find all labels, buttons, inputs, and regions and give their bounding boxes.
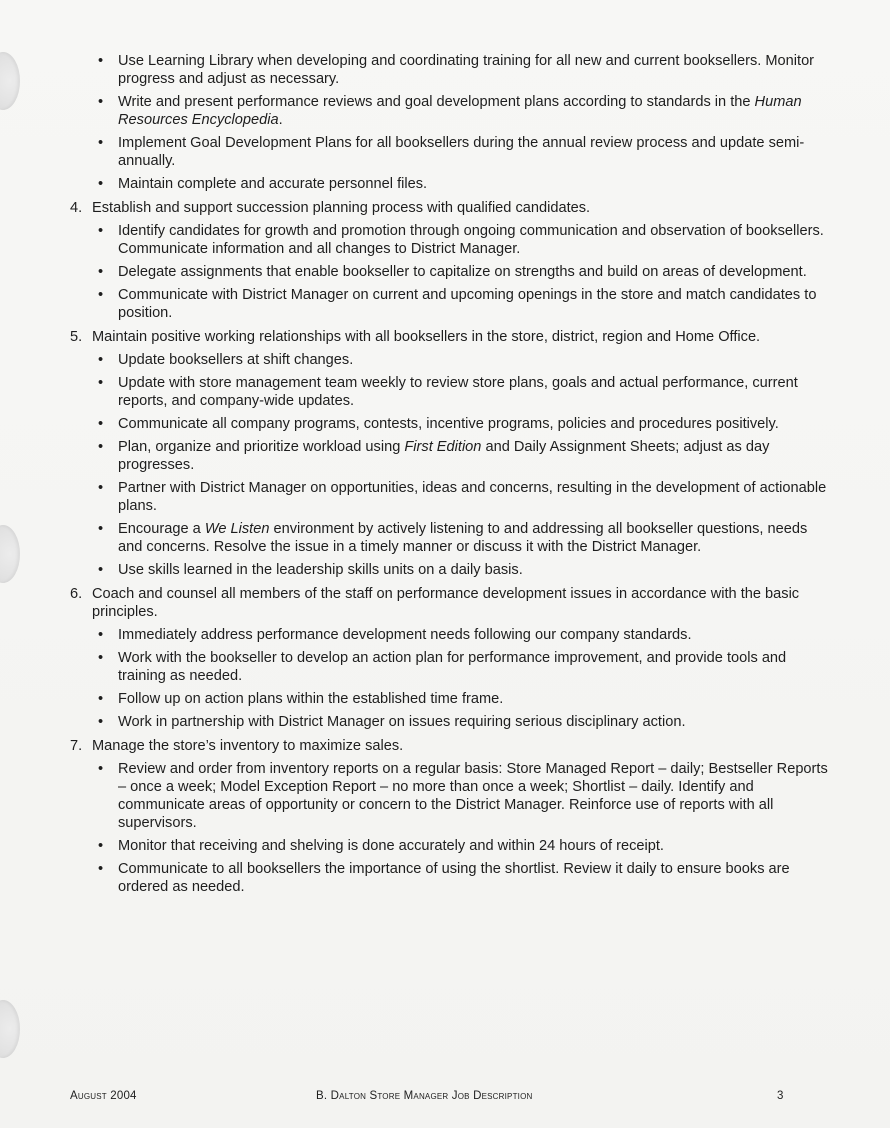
italic-title: We Listen (204, 521, 270, 537)
bullet-text: Work with the bookseller to develop an action plan for performance improvement, and provide tools and training as needed. (118, 650, 787, 684)
bullet-icon: • (98, 176, 104, 192)
bullet-icon: • (98, 714, 104, 730)
bullet-icon: • (98, 416, 104, 432)
bullet-text: Identify candidates for growth and promotion through ongoing communication and observation of booksellers. Communicate information and all changes to District Manager. (118, 223, 824, 257)
bullet-item (70, 93, 830, 129)
bullet-icon: • (98, 627, 104, 643)
bullet-item (70, 134, 830, 170)
bullet-item (70, 837, 830, 855)
bullet-item (70, 860, 830, 896)
italic-title: First Edition (404, 439, 482, 455)
bullet-text: Immediately address performance development needs following our company standards. (118, 627, 692, 643)
item-text: Manage the store’s inventory to maximize sales. (92, 738, 404, 754)
bullet-icon: • (98, 352, 104, 368)
bullet-item (70, 626, 830, 644)
footer-page-number: 3 (777, 1090, 784, 1102)
bullet-item (70, 690, 830, 708)
bullet-icon: • (98, 53, 104, 69)
bullet-icon: • (98, 838, 104, 854)
bullet-item (70, 520, 830, 556)
item-text: Establish and support succession planning process with qualified candidates. (92, 200, 591, 216)
bullet-icon: • (98, 650, 104, 666)
punch-hole (0, 52, 20, 110)
item-number: 6. (70, 586, 83, 602)
bullet-list (70, 760, 830, 896)
bullet-text: Communicate all company programs, contests, incentive programs, policies and procedures positively. (118, 416, 779, 432)
bullet-item (70, 286, 830, 322)
bullet-text: Plan, organize and prioritize workload using (118, 439, 405, 455)
bullet-item (70, 415, 830, 433)
bullet-text: Maintain complete and accurate personnel files. (118, 176, 428, 192)
footer-doc-title: B. Dalton Store Manager Job Description (316, 1090, 533, 1102)
numbered-item (70, 737, 830, 755)
document-body (70, 52, 830, 901)
bullet-text: Encourage a (118, 521, 205, 537)
item-number: 4. (70, 200, 83, 216)
bullet-text: Delegate assignments that enable bookseller to capitalize on strengths and build on areas of development. (118, 264, 807, 280)
bullet-text: Use Learning Library when developing and coordinating training for all new and current booksellers. Monitor progress and adjust as necessary. (118, 53, 815, 87)
bullet-icon: • (98, 135, 104, 151)
bullet-text: Write and present performance reviews and goal development plans according to standards in the (118, 94, 755, 110)
footer-date: August 2004 (70, 1090, 137, 1102)
bullet-text: Work in partnership with District Manager on issues requiring serious disciplinary action. (118, 714, 686, 730)
bullet-text: Communicate to all booksellers the importance of using the shortlist. Review it daily to ensure books are ordered as needed. (118, 861, 790, 895)
bullet-icon: • (98, 223, 104, 239)
bullet-list (70, 52, 830, 193)
bullet-text: Update booksellers at shift changes. (118, 352, 354, 368)
bullet-list (70, 351, 830, 579)
bullet-text: Partner with District Manager on opportunities, ideas and concerns, resulting in the development of actionable plans. (118, 480, 827, 514)
bullet-item (70, 52, 830, 88)
bullet-item (70, 222, 830, 258)
bullet-icon: • (98, 287, 104, 303)
italic-title: Human Resources Encyclopedia (118, 94, 802, 128)
bullet-text: and Daily Assignment Sheets; adjust as day progresses. (118, 439, 770, 473)
bullet-icon: • (98, 94, 104, 110)
punch-hole (0, 525, 20, 583)
bullet-text: Review and order from inventory reports on a regular basis: Store Managed Report – daily; Bestseller Reports – once a week; Model Exception Report – no more than once a week; Shortlist – daily. Identify and communicate areas of opportunity or concern to the District Manager. Reinforce use of reports with all supervisors. (118, 761, 828, 831)
numbered-item (70, 585, 830, 621)
bullet-item (70, 263, 830, 281)
bullet-icon: • (98, 375, 104, 391)
item-text: Maintain positive working relationships with all booksellers in the store, district, region and Home Office. (92, 329, 761, 345)
bullet-text: Follow up on action plans within the established time frame. (118, 691, 504, 707)
bullet-icon: • (98, 521, 104, 537)
numbered-item (70, 328, 830, 346)
bullet-text: . (278, 112, 283, 128)
bullet-text: Use skills learned in the leadership skills units on a daily basis. (118, 562, 523, 578)
bullet-text: Implement Goal Development Plans for all booksellers during the annual review process and update semi-annually. (118, 135, 805, 169)
bullet-text: Communicate with District Manager on current and upcoming openings in the store and match candidates to position. (118, 287, 817, 321)
numbered-item (70, 199, 830, 217)
bullet-icon: • (98, 480, 104, 496)
bullet-list (70, 222, 830, 322)
bullet-icon: • (98, 691, 104, 707)
punch-hole (0, 1000, 20, 1058)
bullet-icon: • (98, 562, 104, 578)
bullet-text: Monitor that receiving and shelving is done accurately and within 24 hours of receipt. (118, 838, 664, 854)
bullet-icon: • (98, 861, 104, 877)
bullet-item (70, 175, 830, 193)
bullet-item (70, 713, 830, 731)
item-number: 5. (70, 329, 83, 345)
bullet-item (70, 479, 830, 515)
bullet-item (70, 351, 830, 369)
bullet-icon: • (98, 439, 104, 455)
bullet-item (70, 760, 830, 832)
bullet-item (70, 561, 830, 579)
bullet-icon: • (98, 264, 104, 280)
bullet-text: Update with store management team weekly to review store plans, goals and actual performance, current reports, and company-wide updates. (118, 375, 798, 409)
item-number: 7. (70, 738, 83, 754)
bullet-list (70, 626, 830, 731)
bullet-icon: • (98, 761, 104, 777)
bullet-item (70, 438, 830, 474)
bullet-text: environment by actively listening to and addressing all bookseller questions, needs and concerns. Resolve the issue in a timely manner or discuss it with the District Manager. (118, 521, 808, 555)
bullet-item (70, 374, 830, 410)
bullet-item (70, 649, 830, 685)
item-text: Coach and counsel all members of the staff on performance development issues in accordance with the basic principles. (92, 586, 800, 620)
